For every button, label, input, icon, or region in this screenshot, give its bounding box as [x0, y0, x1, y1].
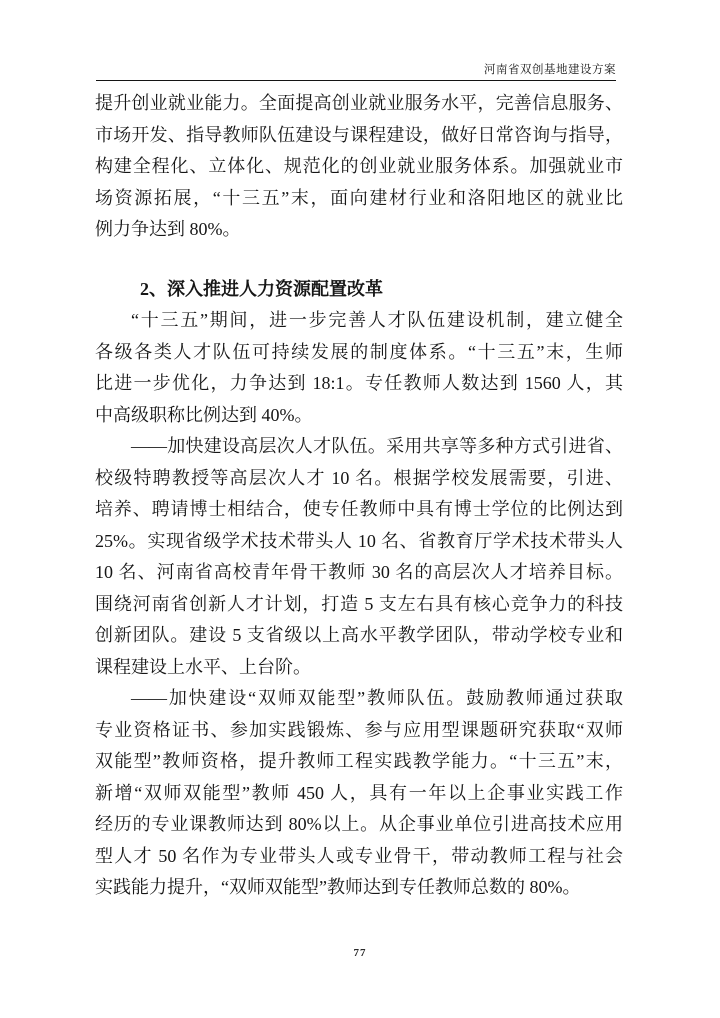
text-line: 10 名、河南省高校青年骨干教师 30 名的高层次人才培养目标。 [95, 562, 623, 582]
text-line: 培养、聘请博士相结合，使专任教师中具有博士学位的比例达到 [95, 499, 623, 519]
header-rule [96, 80, 616, 81]
paragraph [95, 305, 623, 431]
text-line: “十三五”期间，进一步完善人才队伍建设机制，建立健全 [131, 310, 623, 330]
text-line: ——加快建设高层次人才队伍。采用共享等多种方式引进省、 [131, 436, 623, 456]
header-title: 河南省双创基地建设方案 [484, 64, 616, 76]
text-line: 围绕河南省创新人才计划，打造 5 支左右具有核心竞争力的科技 [95, 593, 623, 614]
text-line: 校级特聘教授等高层次人才 10 名。根据学校发展需要，引进、 [95, 467, 623, 488]
text-line: 专业资格证书、参加实践锻炼、参与应用型课题研究获取“双师 [95, 719, 623, 740]
text-line: 新增“双师双能型”教师 450 人，具有一年以上企事业实践工作 [95, 782, 623, 803]
text-line: 场资源拓展，“十三五”末，面向建材行业和洛阳地区的就业比 [95, 187, 623, 208]
text-line: 提升创业就业能力。全面提高创业就业服务水平，完善信息服务、 [95, 93, 623, 113]
text-line: 实践能力提升，“双师双能型”教师达到专任教师总数的 80%。 [95, 877, 581, 897]
section-heading: 2、深入推进人力资源配置改革 [140, 278, 383, 299]
text-line: 中高级职称比例达到 40%。 [95, 404, 313, 425]
page-number: 77 [353, 947, 367, 959]
text-line: 各级各类人才队伍可持续发展的制度体系。“十三五”末，生师 [95, 341, 623, 362]
text-line: 经历的专业课教师达到 80%以上。从企事业单位引进高技术应用 [95, 814, 623, 834]
text-line: 市场开发、指导教师队伍建设与课程建设，做好日常咨询与指导， [95, 124, 623, 145]
text-line: 双能型”教师资格，提升教师工程实践教学能力。“十三五”末， [95, 751, 623, 771]
text-line: 课程建设上水平、上台阶。 [95, 656, 311, 677]
document-body [95, 88, 623, 904]
text-line: 例力争达到 80%。 [95, 219, 241, 239]
paragraph [95, 431, 623, 683]
text-line: 比进一步优化，力争达到 18:1。专任教师人数达到 1560 人，其 [95, 373, 623, 393]
paragraph [95, 683, 623, 904]
text-line: 构建全程化、立体化、规范化的创业就业服务体系。加强就业市 [95, 156, 623, 176]
text-line: ——加快建设“双师双能型”教师队伍。鼓励教师通过获取 [131, 688, 623, 708]
text-line: 型人才 50 名作为专业带头人或专业骨干，带动教师工程与社会 [95, 845, 623, 866]
text-line: 25%。实现省级学术技术带头人 10 名、省教育厅学术技术带头人 [95, 530, 623, 551]
page-footer [0, 943, 720, 961]
paragraph [95, 88, 623, 246]
text-line: 创新团队。建设 5 支省级以上高水平教学团队，带动学校专业和 [95, 625, 623, 645]
